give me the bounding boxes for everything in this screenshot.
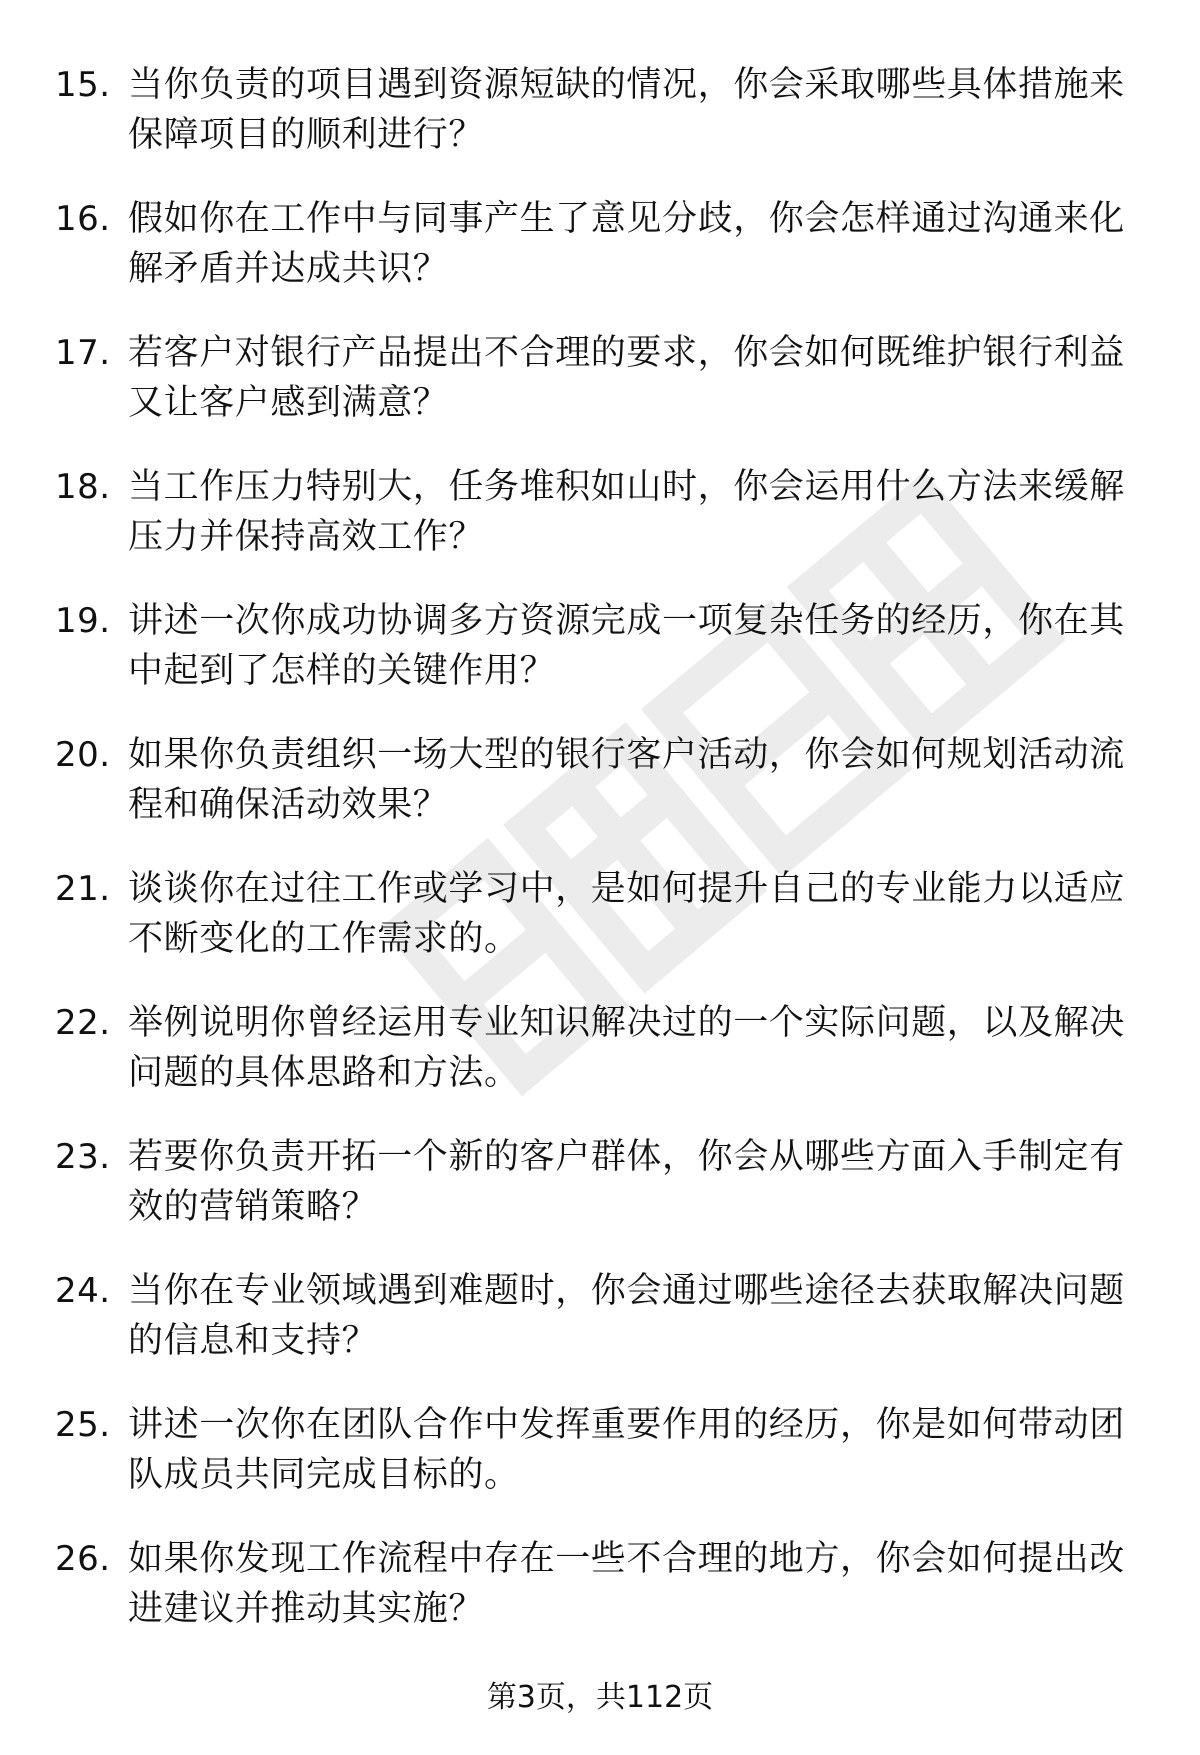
question-text: 假如你在工作中与同事产生了意见分歧，你会怎样通过沟通来化解矛盾并达成共识？ [128,199,1125,289]
question-number: 26. [55,1539,111,1579]
question-number: 17. [55,333,111,373]
question-text: 当你负责的项目遇到资源短缺的情况，你会采取哪些具体措施来保障项目的顺利进行？ [128,65,1125,155]
question-item [0,998,1200,1132]
question-number: 21. [55,869,111,909]
question-text: 当你在专业领域遇到难题时，你会通过哪些途径去获取解决问题的信息和支持？ [128,1271,1125,1361]
question-number: 23. [55,1137,111,1177]
question-text: 举例说明你曾经运用专业知识解决过的一个实际问题，以及解决问题的具体思路和方法。 [128,1003,1125,1093]
page-footer: 第3页，共112页 [486,1680,714,1715]
question-list [0,60,1200,1668]
question-number: 18. [55,467,111,507]
question-item [0,60,1200,194]
question-text: 如果你负责组织一场大型的银行客户活动，你会如何规划活动流程和确保活动效果？ [128,735,1125,825]
question-item [0,194,1200,328]
question-item [0,1132,1200,1266]
question-text: 当工作压力特别大，任务堆积如山时，你会运用什么方法来缓解压力并保持高效工作？ [128,467,1125,557]
question-number: 25. [55,1405,111,1445]
question-item [0,864,1200,998]
question-item [0,1534,1200,1668]
question-item [0,730,1200,864]
question-number: 16. [55,199,111,239]
question-text: 讲述一次你成功协调多方资源完成一项复杂任务的经历，你在其中起到了怎样的关键作用？ [128,601,1125,691]
question-number: 24. [55,1271,111,1311]
question-item [0,462,1200,596]
question-text: 如果你发现工作流程中存在一些不合理的地方，你会如何提出改进建议并推动其实施？ [128,1539,1125,1629]
question-text: 若客户对银行产品提出不合理的要求，你会如何既维护银行利益又让客户感到满意？ [128,333,1125,423]
question-item [0,1400,1200,1534]
question-item [0,596,1200,730]
question-item [0,1266,1200,1400]
question-text: 讲述一次你在团队合作中发挥重要作用的经历，你是如何带动团队成员共同完成目标的。 [128,1405,1125,1495]
question-number: 15. [55,65,111,105]
question-number: 22. [55,1003,111,1043]
question-text: 谈谈你在过往工作或学习中，是如何提升自己的专业能力以适应不断变化的工作需求的。 [128,869,1125,959]
question-item [0,328,1200,462]
question-number: 19. [55,601,111,641]
question-text: 若要你负责开拓一个新的客户群体，你会从哪些方面入手制定有效的营销策略？ [128,1137,1125,1227]
question-number: 20. [55,735,111,775]
